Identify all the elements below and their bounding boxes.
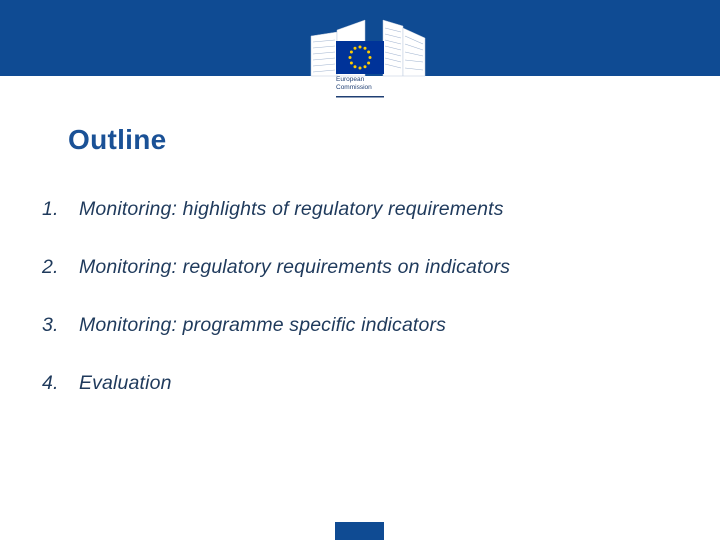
outline-item-number: 2. — [42, 256, 59, 278]
outline-list — [42, 198, 510, 430]
logo-label-line1: European — [336, 76, 365, 83]
outline-item-text: Monitoring: highlights of regulatory requirements — [79, 198, 504, 220]
slide-title: Outline — [68, 124, 167, 155]
outline-item-4 — [42, 372, 510, 430]
logo-label-line2: Commission — [336, 84, 372, 91]
outline-item-1 — [42, 198, 510, 256]
footer-bar — [335, 522, 384, 540]
outline-item-text: Monitoring: regulatory requirements on indicators — [79, 256, 511, 278]
outline-item-2 — [42, 256, 510, 314]
outline-item-text: Evaluation — [79, 372, 172, 394]
outline-item-number: 3. — [42, 314, 59, 336]
outline-item-number: 1. — [42, 198, 59, 220]
outline-item-3 — [42, 314, 510, 372]
outline-item-text: Monitoring: programme specific indicators — [79, 314, 447, 336]
logo-label — [336, 76, 386, 92]
outline-item-number: 4. — [42, 372, 59, 394]
